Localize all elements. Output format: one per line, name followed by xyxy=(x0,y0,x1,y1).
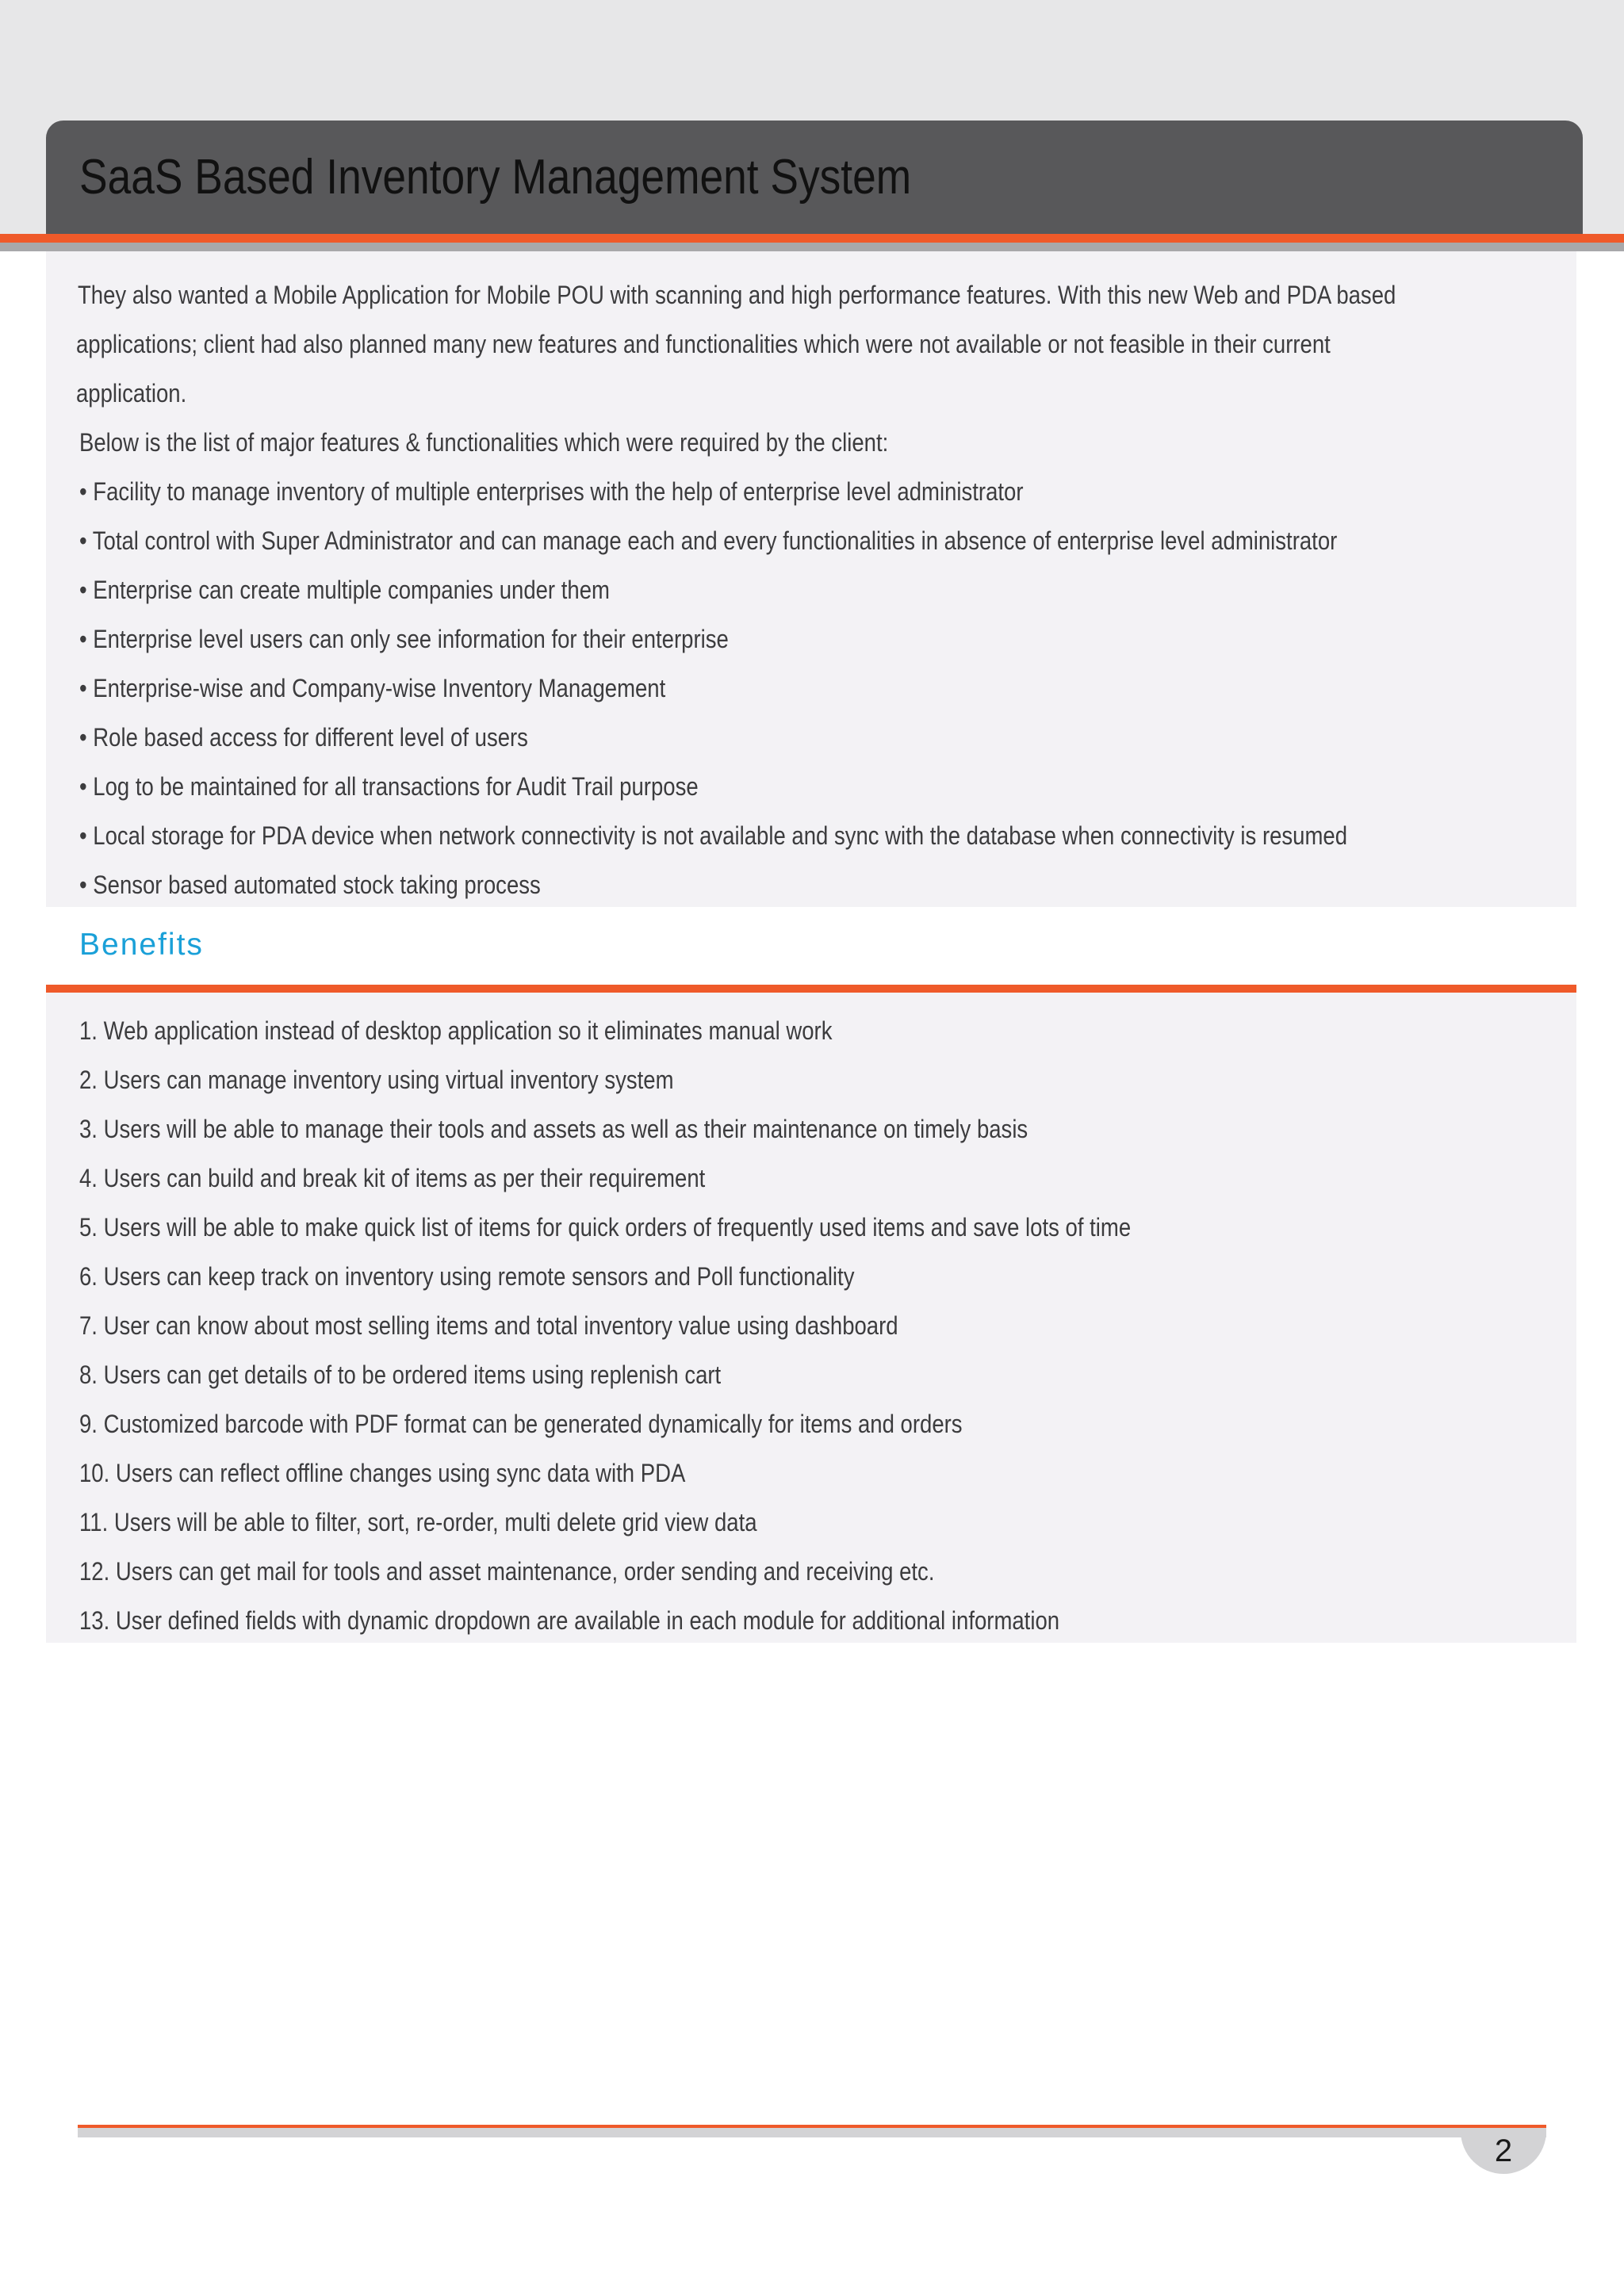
feature-bullet: • Local storage for PDA device when network connectivity is not available and sync with the database when connectivity is resumed xyxy=(79,821,1348,850)
benefit-item: 9. Customized barcode with PDF format can be generated dynamically for items and orders xyxy=(79,1410,963,1438)
feature-bullet: • Sensor based automated stock taking process xyxy=(79,871,541,899)
feature-bullet: • Log to be maintained for all transactions for Audit Trail purpose xyxy=(79,772,699,801)
title-bar xyxy=(46,121,1583,235)
benefit-item: 13. User defined fields with dynamic dropdown are available in each module for additional information xyxy=(79,1606,1060,1635)
benefit-item: 11. Users will be able to filter, sort, re-order, multi delete grid view data xyxy=(79,1508,757,1536)
header-gray-rule xyxy=(0,243,1624,251)
footer-gray-rule xyxy=(78,2128,1546,2137)
benefit-item: 7. User can know about most selling items and total inventory value using dashboard xyxy=(79,1311,898,1340)
benefits-orange-rule xyxy=(46,985,1576,993)
header-orange-rule xyxy=(0,234,1624,243)
feature-bullet: • Enterprise-wise and Company-wise Inventory Management xyxy=(79,674,666,702)
feature-bullet: • Role based access for different level of users xyxy=(79,723,528,752)
feature-bullet: • Facility to manage inventory of multiple enterprises with the help of enterprise level administrator xyxy=(79,477,1024,506)
benefit-item: 5. Users will be able to make quick list of items for quick orders of frequently used items and save lots of time xyxy=(79,1213,1132,1242)
intro-line: They also wanted a Mobile Application for Mobile POU with scanning and high performance features. With this new Web and PDA based xyxy=(78,281,1396,309)
benefit-item: 8. Users can get details of to be ordered items using replenish cart xyxy=(79,1360,722,1389)
intro-line: applications; client had also planned many new features and functionalities which were not available or not feasible in their current xyxy=(76,330,1331,358)
feature-bullet: • Total control with Super Administrator and can manage each and every functionalities in absence of enterprise level administrator xyxy=(79,526,1338,555)
feature-bullet: • Enterprise level users can only see information for their enterprise xyxy=(79,625,729,653)
benefits-heading: Benefits xyxy=(79,928,204,962)
benefit-item: 2. Users can manage inventory using virtual inventory system xyxy=(79,1066,674,1094)
benefit-item: 10. Users can reflect offline changes using sync data with PDA xyxy=(79,1459,686,1487)
page-number: 2 xyxy=(1494,2133,1513,2168)
intro-line: Below is the list of major features & functionalities which were required by the client: xyxy=(79,428,889,457)
page-title: SaaS Based Inventory Management System xyxy=(79,150,912,205)
benefit-item: 4. Users can build and break kit of items as per their requirement xyxy=(79,1164,706,1192)
feature-bullet: • Enterprise can create multiple companies under them xyxy=(79,576,610,604)
page-number-badge xyxy=(1461,2128,1546,2174)
benefit-item: 6. Users can keep track on inventory using remote sensors and Poll functionality xyxy=(79,1262,855,1291)
benefit-item: 1. Web application instead of desktop application so it eliminates manual work xyxy=(79,1016,833,1045)
benefit-item: 3. Users will be able to manage their tools and assets as well as their maintenance on timely basis xyxy=(79,1115,1028,1143)
intro-line: application. xyxy=(76,379,187,408)
benefit-item: 12. Users can get mail for tools and asset maintenance, order sending and receiving etc. xyxy=(79,1557,935,1586)
